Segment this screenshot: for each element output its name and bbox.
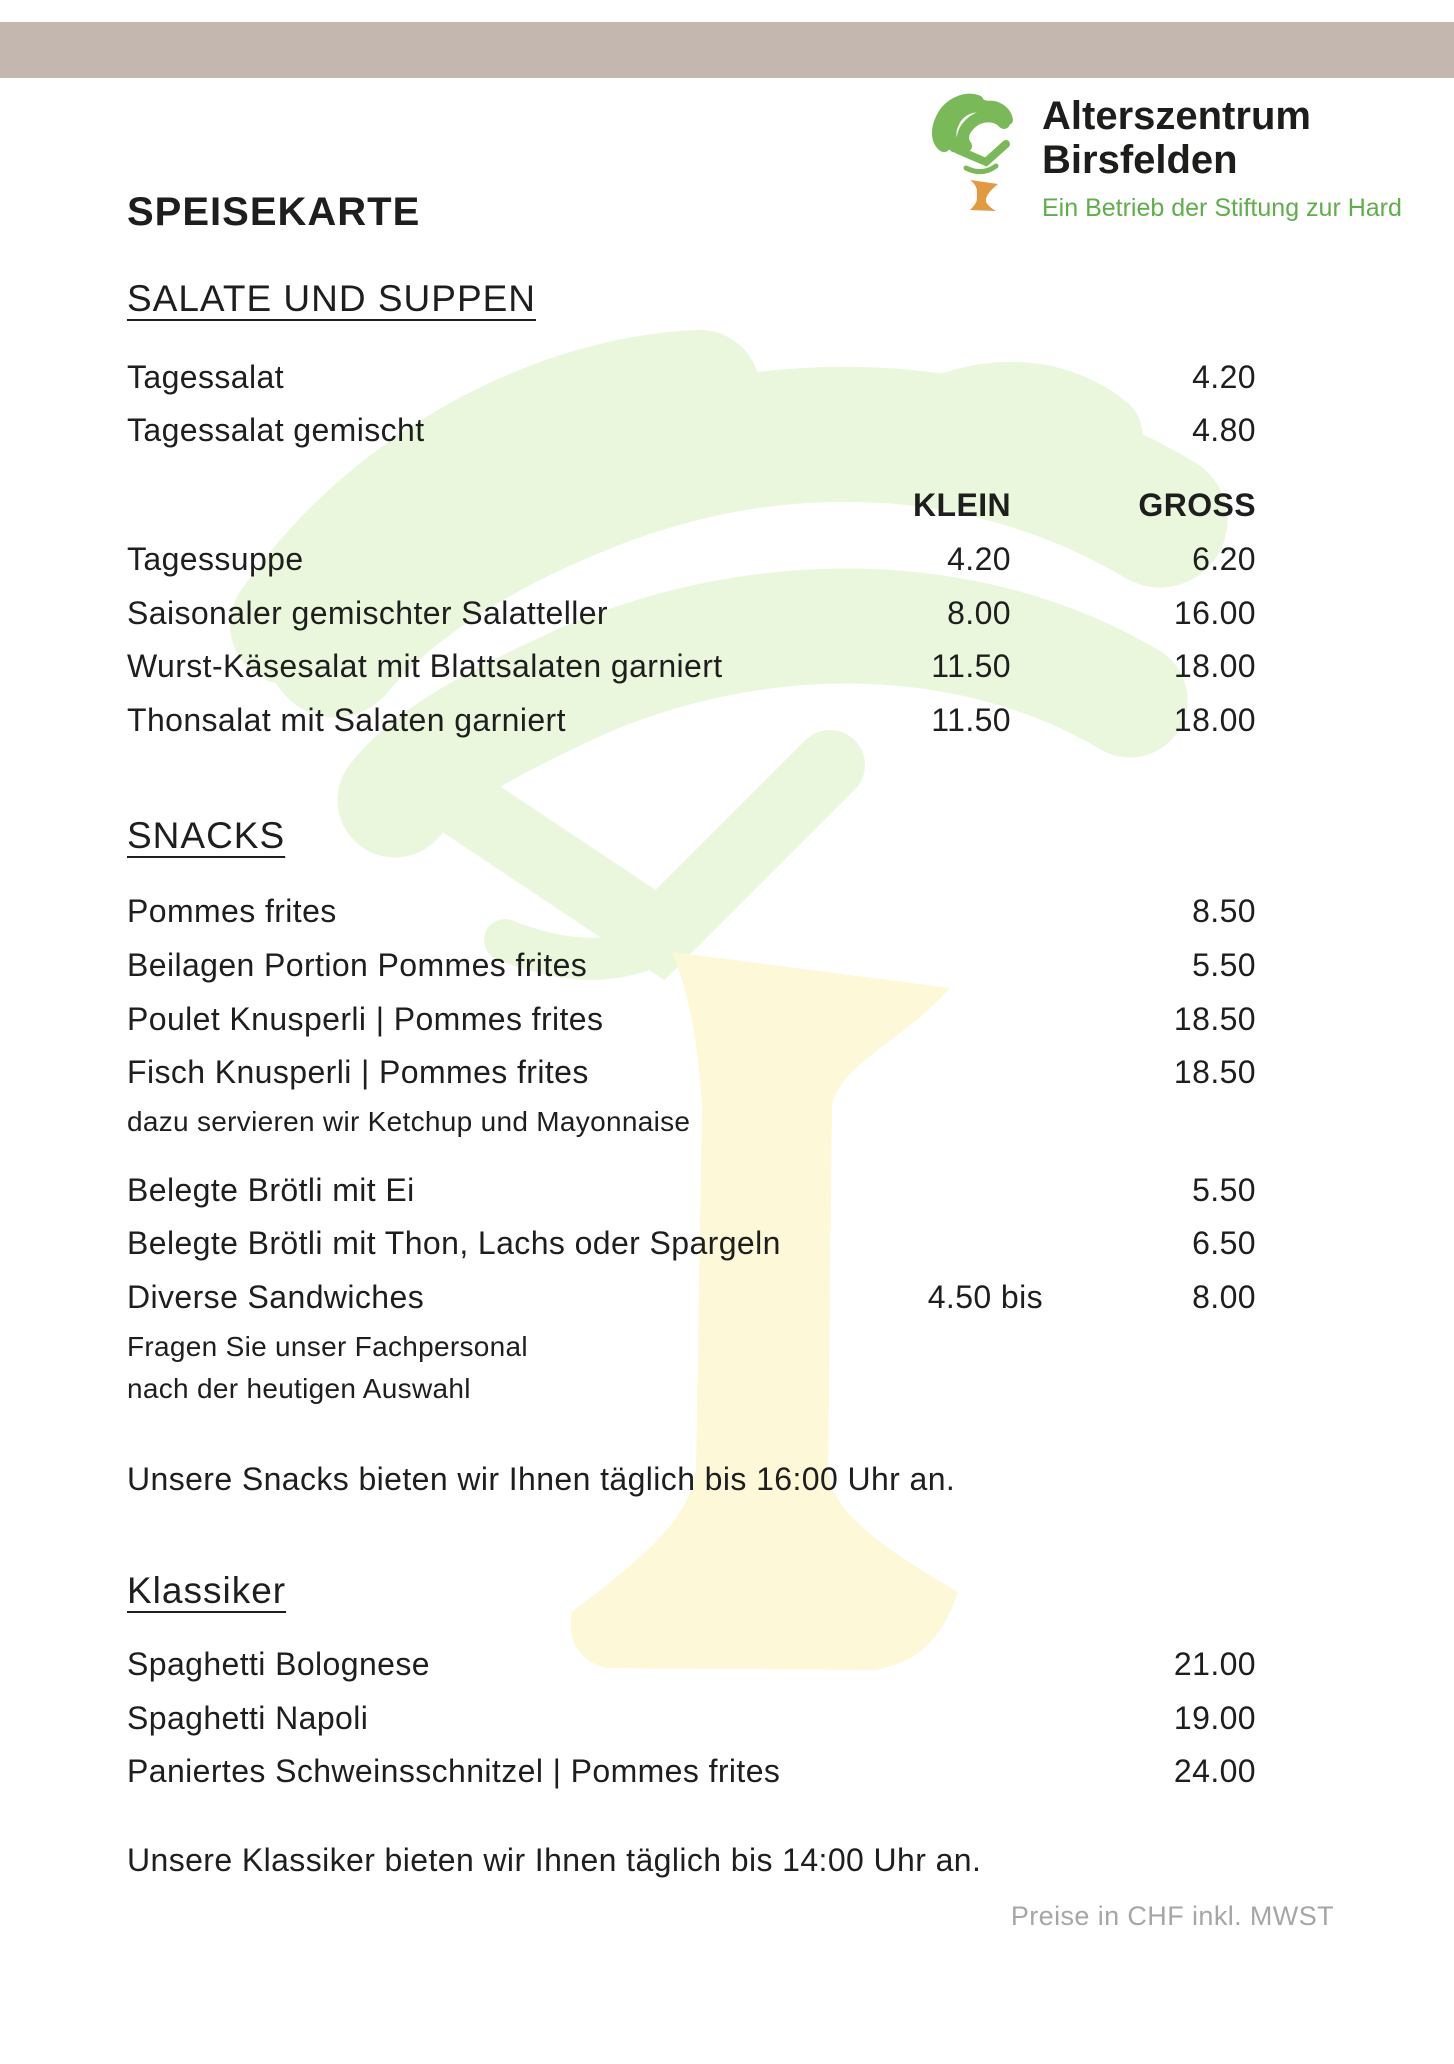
- dish-name: Poulet Knusperli | Pommes frites: [127, 1001, 604, 1037]
- dish-name: Tagessuppe: [127, 541, 304, 577]
- menu-item-row: [127, 1171, 1256, 1209]
- price-column-headers: [127, 486, 1256, 524]
- logo-tagline: Ein Betrieb der Stiftung zur Hard: [1042, 194, 1402, 222]
- dish-price: 8.50: [1192, 893, 1256, 929]
- dish-price-range: 4.50 bis: [927, 1279, 1043, 1315]
- dish-name: Paniertes Schweinsschnitzel | Pommes frites: [127, 1753, 781, 1789]
- dish-name: Belegte Brötli mit Thon, Lachs oder Spargeln: [127, 1225, 781, 1261]
- dish-name: Wurst-Käsesalat mit Blattsalaten garniert: [127, 648, 723, 684]
- dish-name: Tagessalat gemischt: [127, 412, 425, 448]
- klassiker-availability: Unsere Klassiker bieten wir Ihnen täglich bis 14:00 Uhr an.: [127, 1842, 982, 1878]
- dish-price-gross: 18.00: [1173, 648, 1256, 684]
- dish-price-gross: 18.00: [1173, 702, 1256, 738]
- menu-item-row: [127, 1645, 1256, 1683]
- column-header-klein: KLEIN: [913, 487, 1011, 523]
- page-title: SPEISEKARTE: [127, 190, 421, 234]
- menu-item-row: [127, 358, 1256, 396]
- dish-price: 6.50: [1192, 1225, 1256, 1261]
- dish-price-klein: 11.50: [931, 702, 1011, 738]
- menu-item-row: [127, 411, 1256, 449]
- logo-text: [1042, 88, 1402, 223]
- snacks-note-staff-line1: Fragen Sie unser Fachpersonal: [127, 1331, 528, 1362]
- dish-price: 8.00: [1192, 1279, 1256, 1315]
- dish-name: Thonsalat mit Salaten garniert: [127, 702, 566, 738]
- menu-item-row: [127, 1000, 1256, 1038]
- menu-item-row: [127, 946, 1256, 984]
- menu-item-row: [127, 701, 1256, 739]
- dish-name: Tagessalat: [127, 359, 284, 395]
- menu-item-row: [127, 594, 1256, 632]
- snacks-note-sauces: dazu servieren wir Ketchup und Mayonnaise: [127, 1106, 691, 1137]
- dish-price-klein: 8.00: [947, 595, 1011, 631]
- dish-price: 24.00: [1173, 1753, 1256, 1789]
- dish-name: Saisonaler gemischter Salatteller: [127, 595, 608, 631]
- dish-price-klein: 11.50: [931, 648, 1011, 684]
- dish-name: Belegte Brötli mit Ei: [127, 1172, 415, 1208]
- dish-name: Spaghetti Napoli: [127, 1700, 369, 1736]
- menu-item-row: [127, 1224, 1256, 1262]
- dish-name: Pommes frites: [127, 893, 337, 929]
- menu-item-row: [127, 1053, 1256, 1091]
- column-header-gross: GROSS: [1138, 487, 1256, 523]
- logo: [930, 88, 1402, 223]
- menu-content: [127, 0, 1256, 2064]
- snacks-note-staff-line2: nach der heutigen Auswahl: [127, 1373, 471, 1404]
- menu-item-row: [127, 1699, 1256, 1737]
- dish-price: 19.00: [1173, 1700, 1256, 1736]
- logo-tree-icon: [930, 88, 1030, 213]
- dish-price-gross: 6.20: [1192, 541, 1256, 577]
- snacks-availability: Unsere Snacks bieten wir Ihnen täglich bis 16:00 Uhr an.: [127, 1461, 956, 1497]
- section-title-klassiker: Klassiker: [127, 1570, 287, 1611]
- dish-price-klein: 4.20: [947, 541, 1011, 577]
- dish-price-gross: 16.00: [1173, 595, 1256, 631]
- dish-name: Beilagen Portion Pommes frites: [127, 947, 588, 983]
- dish-price: 21.00: [1173, 1646, 1256, 1682]
- dish-name: Spaghetti Bolognese: [127, 1646, 430, 1682]
- section-title-salate: SALATE UND SUPPEN: [127, 278, 537, 319]
- menu-item-row: [127, 540, 1256, 578]
- section-title-snacks: SNACKS: [127, 815, 286, 856]
- dish-price: 5.50: [1192, 947, 1256, 983]
- dish-price: 5.50: [1192, 1172, 1256, 1208]
- dish-name: Diverse Sandwiches: [127, 1279, 425, 1315]
- dish-price: 18.50: [1173, 1054, 1256, 1090]
- footer-vat-note: Preise in CHF inkl. MWST: [1010, 1901, 1334, 1931]
- dish-price: 4.20: [1192, 359, 1256, 395]
- dish-price: 4.80: [1192, 412, 1256, 448]
- logo-name-line1: Alterszentrum: [1042, 94, 1311, 138]
- dish-name: Fisch Knusperli | Pommes frites: [127, 1054, 589, 1090]
- menu-item-row: [127, 892, 1256, 930]
- menu-item-row: [127, 1278, 1256, 1316]
- snacks-note-staff: [127, 1326, 1256, 1410]
- logo-name-line2: Birsfelden: [1042, 138, 1238, 182]
- dish-price: 18.50: [1173, 1001, 1256, 1037]
- menu-item-row: [127, 1752, 1256, 1790]
- menu-item-row: [127, 647, 1256, 685]
